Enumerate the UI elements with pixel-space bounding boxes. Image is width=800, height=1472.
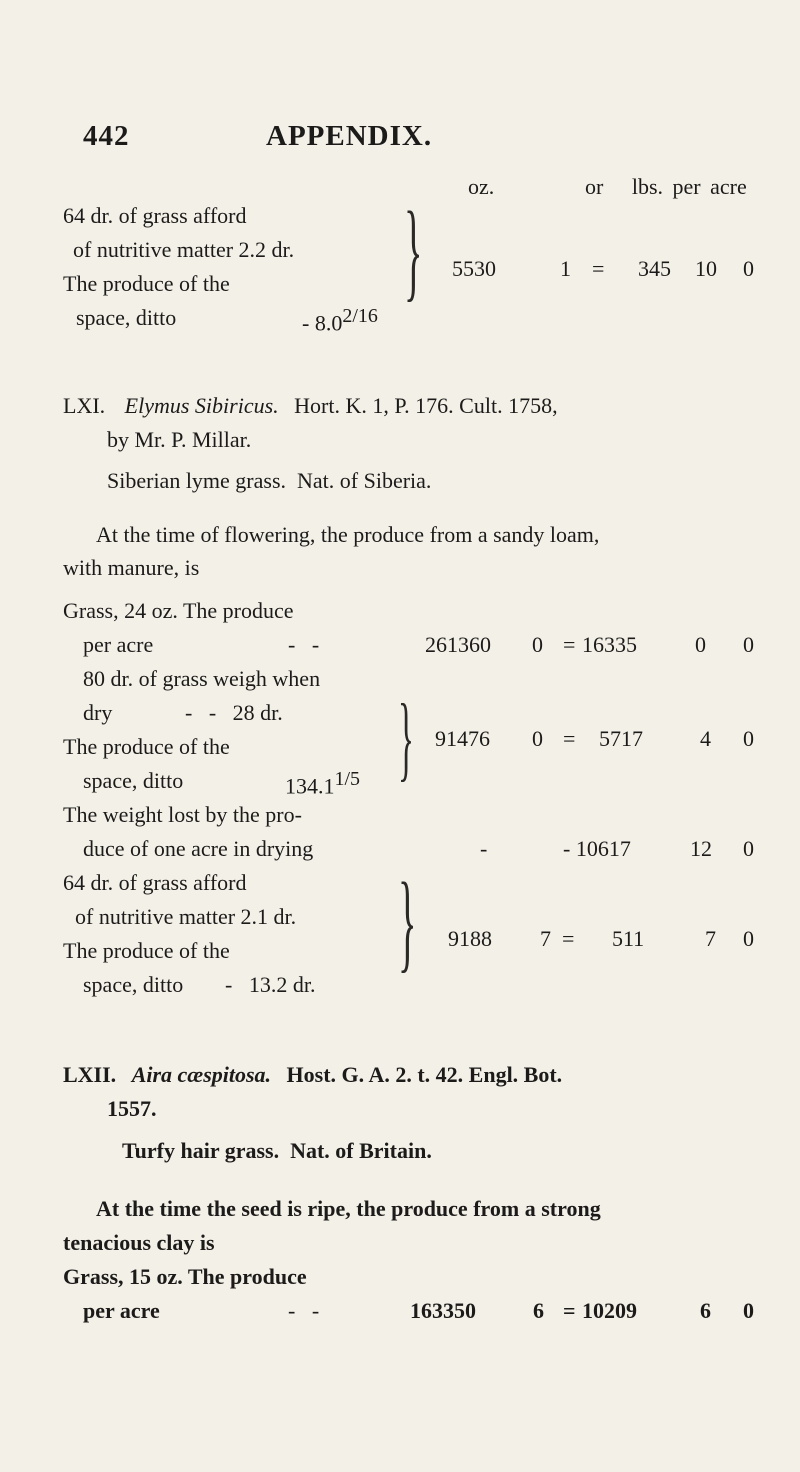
brace: } bbox=[404, 189, 423, 311]
row4-lbs-dr: 0 bbox=[743, 926, 754, 951]
row1-lbs-dr: 0 bbox=[743, 632, 754, 657]
section-62-dash: - - bbox=[288, 1298, 320, 1323]
row3-label-1: The weight lost by the pro- bbox=[63, 802, 302, 827]
block1-eq: = bbox=[592, 256, 605, 281]
species-reference: Hort. K. 1, P. 176. Cult. 1758, bbox=[294, 393, 558, 418]
row2-line-4: space, ditto bbox=[83, 768, 184, 793]
column-head-lbs: or lbs. per acre bbox=[585, 174, 747, 199]
brace: } bbox=[398, 684, 414, 790]
row2-lbs-oz: 4 bbox=[700, 726, 711, 751]
row2-space-value: $134.1^{1/5}$ bbox=[285, 768, 361, 799]
row3-dash: - bbox=[480, 836, 488, 861]
row3-lbs-dr: 0 bbox=[743, 836, 754, 861]
section-62-heading bbox=[63, 1062, 562, 1088]
row4-space-value: - 13.2 dr. bbox=[225, 972, 316, 997]
row1-eq: = bbox=[563, 632, 576, 657]
section-62-ref-line-2: 1557. bbox=[107, 1096, 157, 1121]
section-number: LXI. bbox=[63, 393, 106, 418]
row3-lbs: - 10617 bbox=[563, 836, 631, 861]
row4-line-3: The produce of the bbox=[63, 938, 230, 963]
section-61-intro-1: At the time of flowering, the produce from a sandy loam, bbox=[96, 522, 600, 547]
row4-lbs: 511 bbox=[612, 926, 645, 951]
row1-lbs: 16335 bbox=[582, 632, 637, 657]
section-61-intro-2: with manure, is bbox=[63, 555, 200, 580]
row2-dr: 0 bbox=[532, 726, 543, 751]
running-title: APPENDIX. bbox=[266, 120, 433, 152]
block1-line-4-value: - $8.0^{2/16}$ bbox=[302, 305, 378, 336]
row2-line-1: 80 dr. of grass weigh when bbox=[83, 666, 321, 691]
section-62-label-2: per acre bbox=[83, 1298, 160, 1323]
block1-lbs: 345 bbox=[638, 256, 671, 281]
row2-lbs: 5717 bbox=[599, 726, 643, 751]
row2-line-2: dry bbox=[83, 700, 113, 725]
section-62-common-name: Turfy hair grass. Nat. of Britain. bbox=[122, 1138, 432, 1163]
section-62-intro-1: At the time the seed is ripe, the produce from a strong bbox=[96, 1196, 601, 1221]
row3-lbs-oz: 12 bbox=[690, 836, 712, 861]
row2-oz: 91476 bbox=[435, 726, 490, 751]
section-62-lbs-dr: 0 bbox=[743, 1298, 754, 1323]
block1-lbs-dr: 0 bbox=[743, 256, 754, 281]
row1-label-2: per acre bbox=[83, 632, 154, 657]
row3-label-2: duce of one acre in drying bbox=[83, 836, 314, 861]
species-name: Elymus Sibiricus. bbox=[124, 393, 279, 418]
row4-line-2: of nutritive matter 2.1 dr. bbox=[75, 904, 297, 929]
section-number: LXII. bbox=[63, 1062, 117, 1087]
block1-line-2: of nutritive matter 2.2 dr. bbox=[73, 237, 295, 262]
block1-lbs-oz: 10 bbox=[695, 256, 717, 281]
section-62-lbs: 10209 bbox=[582, 1298, 637, 1323]
section-61-common-name: Siberian lyme grass. Nat. of Siberia. bbox=[107, 468, 432, 493]
row2-eq: = bbox=[563, 726, 576, 751]
row1-dr: 0 bbox=[532, 632, 543, 657]
section-62-oz: 163350 bbox=[410, 1298, 476, 1323]
row1-dash: - - bbox=[288, 632, 320, 657]
section-61-ref-line-2: by Mr. P. Millar. bbox=[107, 427, 252, 452]
row4-dr: 7 bbox=[540, 926, 551, 951]
block1-line-1: 64 dr. of grass afford bbox=[63, 203, 247, 228]
row2-lbs-dr: 0 bbox=[743, 726, 754, 751]
block1-line-3: The produce of the bbox=[63, 271, 230, 296]
section-61-heading bbox=[63, 393, 558, 419]
row1-lbs-oz: 0 bbox=[695, 632, 706, 657]
section-62-label-1: Grass, 15 oz. The produce bbox=[63, 1264, 307, 1289]
row1-oz: 261360 bbox=[425, 632, 491, 657]
block1-oz: 5530 bbox=[452, 256, 496, 281]
section-62-lbs-oz: 6 bbox=[700, 1298, 711, 1323]
row2-dry-dash: - - 28 dr. bbox=[185, 700, 283, 725]
block1-dr: 1 bbox=[560, 256, 571, 281]
row4-line-4: space, ditto bbox=[83, 972, 184, 997]
row4-oz: 9188 bbox=[448, 926, 492, 951]
species-reference: Host. G. A. 2. t. 42. Engl. Bot. bbox=[286, 1062, 563, 1087]
block1-line-4: space, ditto bbox=[76, 305, 177, 330]
section-62-intro-2: tenacious clay is bbox=[63, 1230, 215, 1255]
brace: } bbox=[398, 860, 417, 982]
row4-eq: = bbox=[562, 926, 575, 951]
row4-lbs-oz: 7 bbox=[705, 926, 716, 951]
section-62-dr: 6 bbox=[533, 1298, 544, 1323]
species-name: Aira cæspitosa. bbox=[131, 1062, 272, 1087]
section-62-eq: = bbox=[563, 1298, 576, 1323]
row4-line-1: 64 dr. of grass afford bbox=[63, 870, 247, 895]
row2-line-3: The produce of the bbox=[63, 734, 230, 759]
row1-label-1: Grass, 24 oz. The produce bbox=[63, 598, 294, 623]
page-number: 442 bbox=[83, 120, 130, 152]
column-head-oz: oz. bbox=[468, 174, 495, 199]
